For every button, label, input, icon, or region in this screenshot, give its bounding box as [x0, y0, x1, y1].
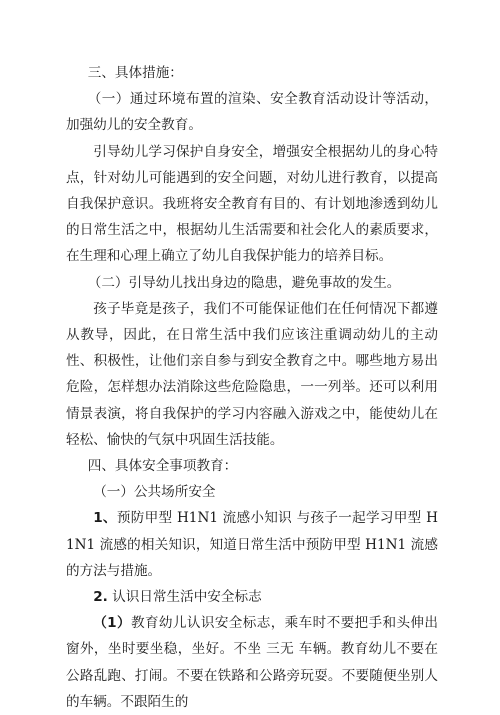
- body-paragraph-one: 引导幼儿学习保护自身安全，增强安全根据幼儿的身心特点，针对幼儿可能遇到的安全问题，对幼儿进行教育，以提高自我保护意识。我班将安全教育有目的、有计划地渗透到幼儿的日常生活之中，根据幼儿生活需要和社会化人的素质要求，在生理和心理上确立了幼儿自我保护能力的培养目标。: [66, 143, 438, 265]
- item-two-text: 认识日常生活中安全标志: [112, 589, 262, 606]
- item-one-text: 预防甲型 H1N1 流感小知识 与孩子一起学习甲型 H1N1 流感的相关知识，知道日常生活中预防甲型 H1N1 流感的方法与措施。: [66, 510, 439, 579]
- item-three: [66, 610, 438, 715]
- body-paragraph-two: 孩子毕竟是孩子，我们不可能保证他们在任何情况下都遵从教导，因此，在日常生活中我们应该注重调动幼儿的主动性、积极性，让他们亲自参与到安全教育之中。哪些地方易出危险，怎样想办法消除这些危险隐患，一一列举。还可以利用情景表演，将自我保护的学习内容融入游戏之中，能使幼儿在轻松、愉快的气氛中巩固生活技能。: [66, 300, 438, 448]
- item-one: [66, 505, 438, 584]
- item-three-text: 教育幼儿认识安全标志，乘车时不要把手和头伸出窗外，坐时要坐稳，坐好。不坐 三无 车辆。教育幼儿不要在公路乱跑、打闹。不要在铁路和公路旁玩耍。不要随便坐别人的车辆。不跟陌生的: [66, 615, 439, 710]
- subheading-one: （一）通过环境布置的渲染、安全教育活动设计等活动，加强幼儿的安全教育。: [66, 91, 438, 134]
- section-heading-three: 三、具体措施：: [87, 65, 183, 81]
- item-two-number: 2.: [93, 589, 108, 606]
- item-two: [66, 584, 438, 610]
- item-one-number: 1、: [93, 510, 117, 527]
- section-heading-four: 四、具体安全事项教育：: [87, 458, 238, 475]
- subheading-public-safety: （一）公共场所安全: [93, 484, 216, 501]
- item-three-number: （1）: [93, 615, 131, 632]
- subheading-two: （二）引导幼儿找出身边的隐患，避免事故的发生。: [87, 274, 401, 291]
- document-page: [66, 60, 438, 715]
